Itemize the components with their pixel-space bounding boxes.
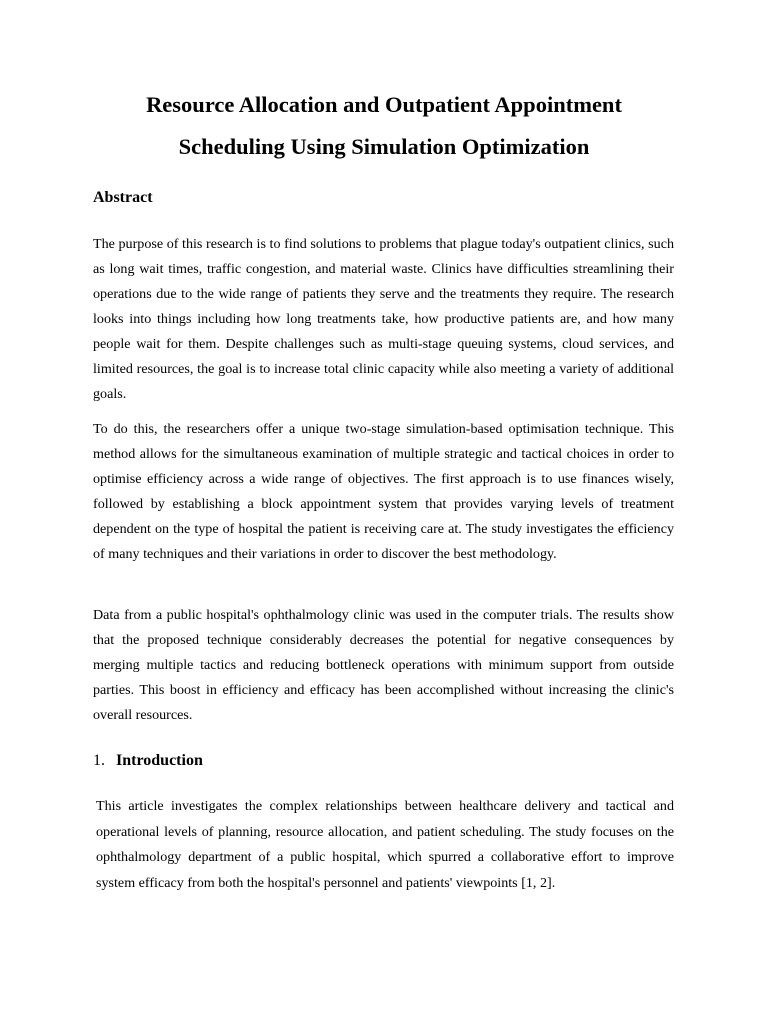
section-heading-introduction — [93, 749, 203, 773]
title-line-1: Resource Allocation and Outpatient Appointment — [146, 92, 622, 117]
section-title: Introduction — [116, 752, 203, 769]
abstract-paragraph-2: To do this, the researchers offer a unique two-stage simulation-based optimisation technique. This method allows for the simultaneous examination of multiple strategic and tactical choices in order to optimise efficiency across a wide range of objectives. The first approach is to use finances wisely, followed by establishing a block appointment system that provides varying levels of treatment dependent on the type of hospital the patient is receiving care at. The study investigates the efficiency of many techniques and their variations in order to discover the best methodology. — [93, 421, 674, 562]
introduction-paragraph: This article investigates the complex relationships between healthcare delivery and tactical and operational levels of planning, resource allocation, and patient scheduling. The study focuses on the ophthalmology department of a public hospital, which spurred a collaborative effort to improve system efficacy from both the hospital's personnel and patients' viewpoints [1, 2]. — [96, 798, 674, 892]
title-line-2: Scheduling Using Simulation Optimization — [178, 134, 590, 159]
section-number: 1. — [93, 752, 105, 769]
paper-title — [60, 84, 708, 168]
abstract-paragraph-3: Data from a public hospital's ophthalmology clinic was used in the computer trials. The results show that the proposed technique considerably decreases the potential for negative consequences by merging multiple tactics and reducing bottleneck operations with minimum support from outside parties. This boost in efficiency and efficacy has been accomplished without increasing the clinic's overall resources. — [93, 607, 674, 723]
abstract-heading: Abstract — [93, 189, 153, 206]
abstract-paragraph-1: The purpose of this research is to find solutions to problems that plague today's outpatient clinics, such as long wait times, traffic congestion, and material waste. Clinics have difficulties streamlining their operations due to the wide range of patients they serve and the treatments they require. The research looks into things including how long treatments take, how productive patients are, and how many people wait for them. Despite challenges such as multi-stage queuing systems, cloud services, and limited resources, the goal is to increase total clinic capacity while also meeting a variety of additional goals. — [93, 236, 674, 402]
